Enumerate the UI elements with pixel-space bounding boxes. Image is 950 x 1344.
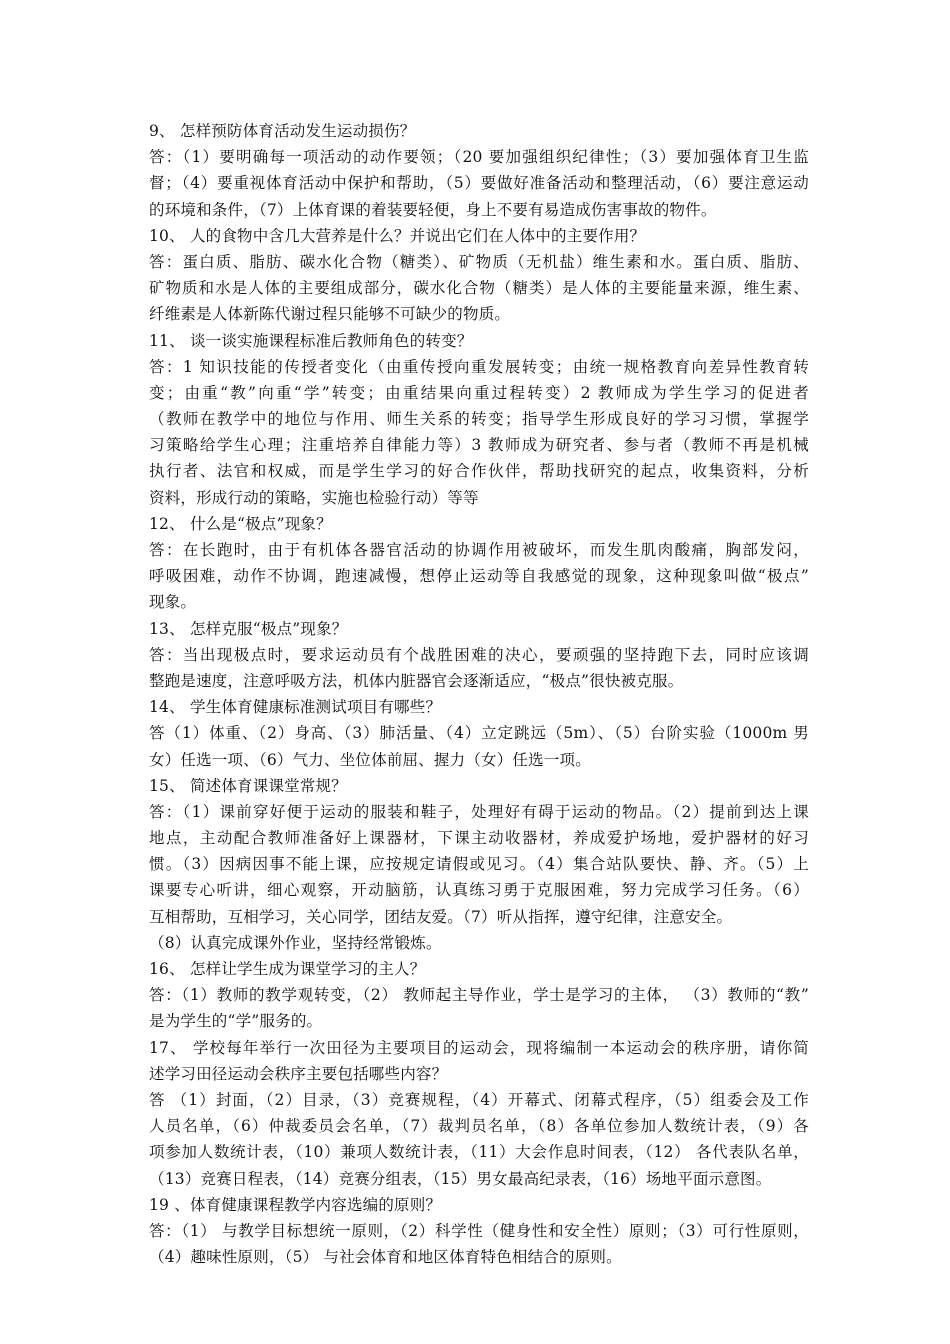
answer-19-line-2: （4）趣味性原则，（5） 与社会体育和地区体育特色相结合的原则。: [149, 1248, 622, 1267]
answer-12-line-3: 现象。: [149, 593, 197, 612]
answer-15-line-2: 地点，主动配合教师准备好上课器材，下课主动收器材，养成爱护场地，爱护器材的好习: [149, 829, 809, 848]
answer-14-line-2: 女）任选一项、（6）气力、坐位体前屈、握力（女）任选一项。: [149, 750, 591, 769]
document-page: [149, 118, 809, 1270]
answer-11-line-4: 习策略给学生心理；注重培养自律能力等）3 教师成为研究者、参与者（教师不再是机械: [149, 436, 809, 455]
question-14-title: 14、 学生体育健康标准测试项目有哪些？: [149, 698, 442, 717]
answer-10-line-3: 纤维素是人体新陈代谢过程只能够不可缺少的物质。: [149, 305, 511, 324]
question-15-title: 15、 简述体育课课堂常规？: [149, 776, 347, 795]
answer-15-line-1: 答：（1）课前穿好便于运动的服装和鞋子，处理好有碍于运动的物品。（2）提前到达上课: [149, 802, 809, 821]
answer-16-line-2: 是为学生的“学”服务的。: [149, 1012, 323, 1031]
answer-11-line-3: （教师在教学中的地位与作用、师生关系的转变；指导学生形成良好的学习习惯，掌握学: [149, 410, 809, 429]
answer-12-line-2: 呼吸困难，动作不协调，跑速减慢，想停止运动等自我感觉的现象，这种现象叫做“极点”: [149, 567, 809, 586]
answer-15-line-3: 惯。（3）因病因事不能上课，应按规定请假或见习。（4）集合站队要快、静、齐。（5）上: [149, 855, 809, 874]
answer-15-line-5: 互相帮助，互相学习，关心同学，团结友爱。（7）听从指挥，遵守纪律，注意安全。: [149, 907, 733, 926]
answer-9-line-3: 的环境和条件，（7）上体育课的着装要轻便，身上不要有易造成伤害事故的物件。: [149, 200, 717, 219]
question-19-title: 19 、体育健康课程教学内容选编的原则？: [149, 1195, 442, 1214]
answer-11-line-2: 变；由重“教”向重“学”转变；由重结果向重过程转变）2 教师成为学生学习的促进者: [149, 383, 809, 402]
answer-16-line-1: 答：（1）教师的教学观转变，（2） 教师起主导作业，学士是学习的主体， （3）教师的“教”: [149, 986, 809, 1005]
answer-17-line-3: 项参加人数统计表，（10）兼项人数统计表，（11）大会作息时间表，（12） 各代表队名单，: [149, 1143, 809, 1162]
answer-17-line-2: 人员名单，（6）仲裁委员会名单，（7）裁判员名单，（8）各单位参加人数统计表，（9）各: [149, 1117, 809, 1136]
answer-10-line-1: 答：蛋白质、脂肪、碳水化合物（糖类）、矿物质（无机盐）维生素和水。蛋白质、脂肪、: [149, 252, 809, 271]
answer-15-line-4: 课要专心听讲，细心观察，开动脑筋，认真练习勇于克服困难，努力完成学习任务。（6）: [149, 881, 809, 900]
answer-19-line-1: 答：（1） 与教学目标想统一原则，（2）科学性（健身性和安全性）原则；（3）可行性原则，: [149, 1221, 809, 1240]
answer-9-line-2: 督；（4）要重视体育活动中保护和帮助，（5）要做好准备活动和整理活动，（6）要注意运动: [149, 174, 809, 193]
answer-13-line-2: 整跑是速度，注意呼吸方法，机体内脏器官会逐渐适应，“极点”很快被克服。: [149, 671, 684, 690]
question-17-title-line-1: 17、 学校每年举行一次田径为主要项目的运动会，现将编制一本运动会的秩序册，请你简: [149, 1038, 809, 1057]
answer-11-line-5: 执行者、法官和权威，而是学生学习的好合作伙伴，帮助找研究的起点，收集资料，分析: [149, 462, 809, 481]
question-9-title: 9、 怎样预防体育活动发生运动损伤？: [149, 122, 416, 140]
answer-13-line-1: 答：当出现极点时，要求运动员有个战胜困难的决心，要顽强的坚持跑下去，同时应该调: [149, 645, 809, 664]
answer-15-line-6: （8）认真完成课外作业，坚持经常锻炼。: [149, 933, 442, 952]
answer-11-line-1: 答：1 知识技能的传授者变化（由重传授向重发展转变；由统一规格教育向差异性教育转: [149, 357, 809, 376]
answer-9-line-1: 答：（1）要明确每一项活动的动作要领；（20 要加强组织纪律性；（3）要加强体育卫生监: [149, 148, 809, 167]
answer-12-line-1: 答：在长跑时，由于有机体各器官活动的协调作用被破坏，而发生肌肉酸痛，胸部发闷，: [149, 541, 809, 559]
answer-11-line-6: 资料，形成行动的策略，实施也检验行动）等等: [149, 488, 479, 507]
answer-14-line-1: 答（1）体重、（2）身高、（3）肺活量、（4）立定跳远（5m）、（5）台阶实验（1000m 男: [149, 724, 809, 743]
question-13-title: 13、 怎样克服“极点”现象？: [149, 619, 348, 638]
question-10-title: 10、 人的食物中含几大营养是什么？并说出它们在人体中的主要作用？: [149, 226, 646, 245]
question-16-title: 16、 怎样让学生成为课堂学习的主人？: [149, 960, 426, 978]
answer-17-line-4: （13）竞赛日程表，（14）竞赛分组表，（15）男女最高纪录表，（16）场地平面示意图。: [149, 1169, 772, 1188]
question-17-title-line-2: 述学习田径运动会秩序主要包括哪些内容？: [149, 1064, 448, 1083]
answer-10-line-2: 矿物质和水是人体的主要组成部分，碳水化合物（糖类）是人体的主要能量来源，维生素、: [149, 279, 809, 298]
answer-17-line-1: 答 （1）封面，（2）目录，（3）竞赛规程，（4）开幕式、闭幕式程序，（5）组委会及工作: [149, 1090, 809, 1109]
question-12-title: 12、 什么是“极点”现象？: [149, 514, 332, 533]
question-11-title: 11、 谈一谈实施课程标准后教师角色的转变？: [149, 331, 473, 350]
